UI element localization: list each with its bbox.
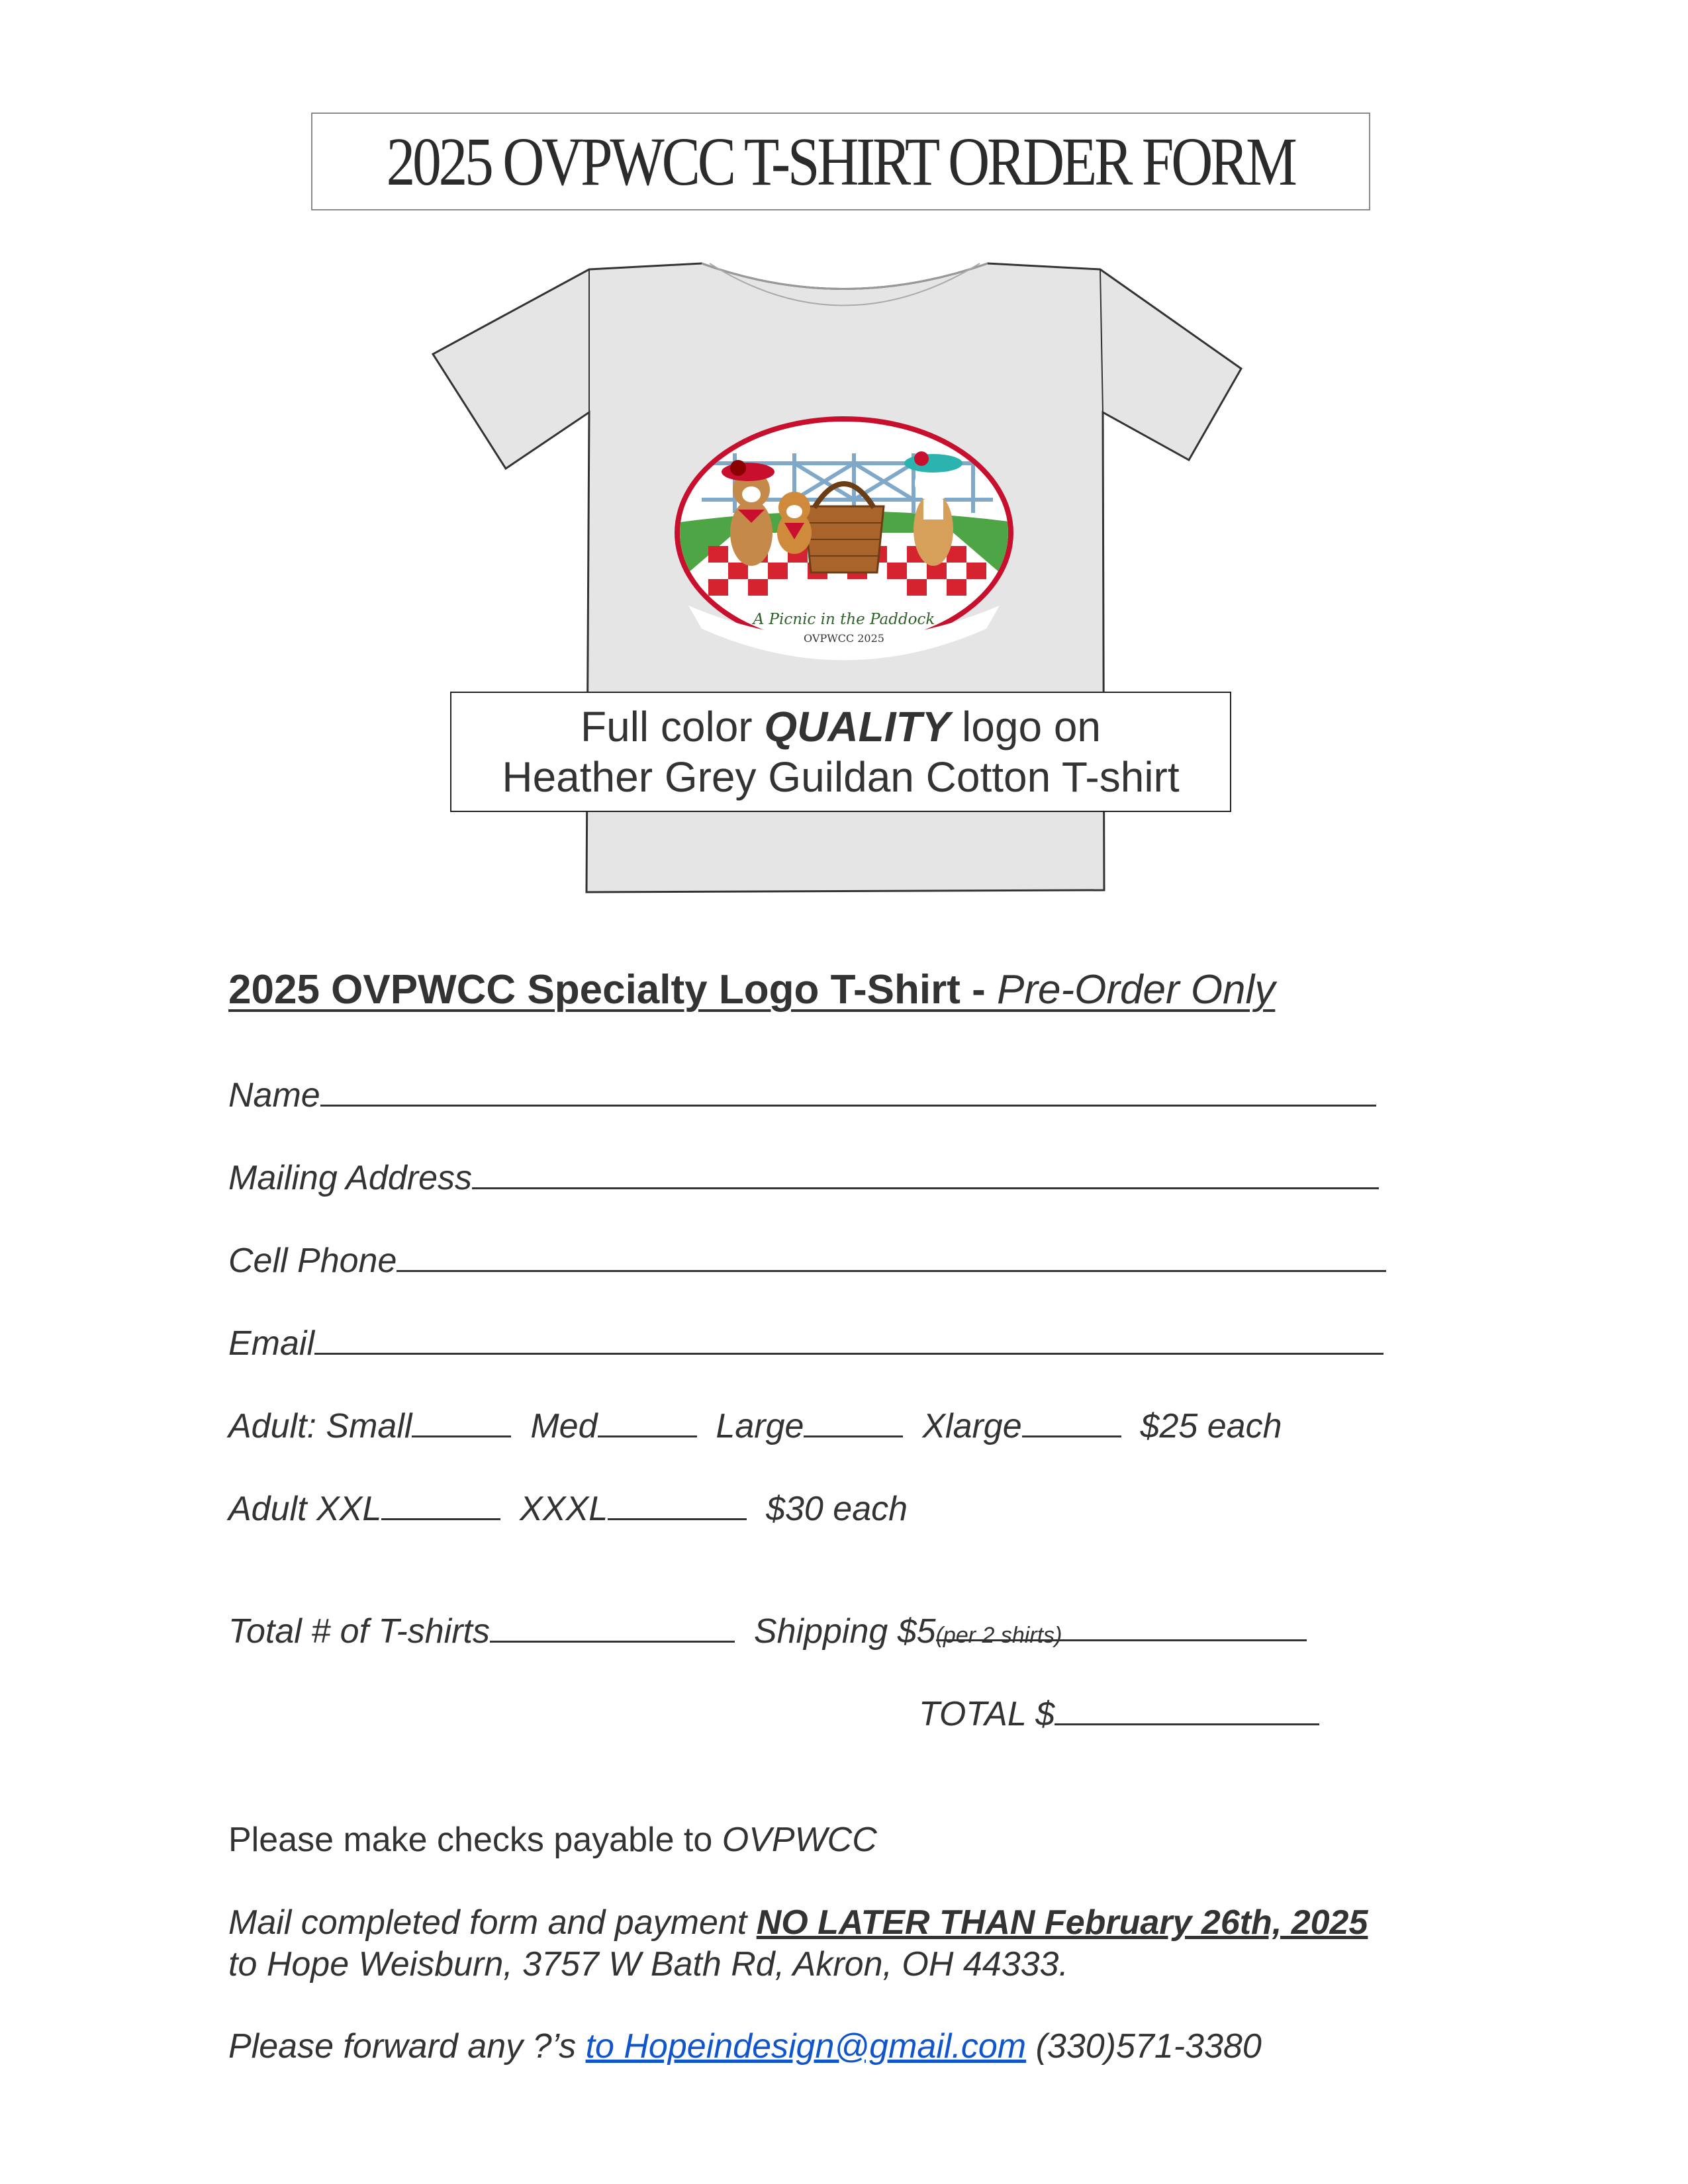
shipping-note: (per 2 shirts) — [935, 1623, 1062, 1648]
mail-address: to Hope Weisburn, 3757 W Bath Rd, Akron, OH 44333. — [228, 1945, 1068, 1983]
name-label: Name — [228, 1076, 320, 1115]
phone-label: Cell Phone — [228, 1242, 397, 1280]
mail-note: Mail completed form and payment NO LATER THAN February 26th, 2025 — [228, 1903, 1368, 1942]
caption-line-2: Heather Grey Guildan Cotton T-shirt — [502, 753, 1180, 801]
med-qty-line[interactable] — [598, 1408, 697, 1437]
quality-emphasis: QUALITY — [764, 703, 951, 751]
email-row — [228, 1324, 1383, 1363]
mailing-row — [228, 1158, 1379, 1198]
name-row — [228, 1075, 1376, 1115]
page-title: 2025 OVPWCC T-SHIRT ORDER FORM — [387, 123, 1295, 200]
xxl-qty-line[interactable] — [381, 1490, 500, 1520]
deadline: NO LATER THAN February 26th, 2025 — [756, 1903, 1368, 1942]
caption-line-1: Full color QUALITY logo on — [580, 703, 1102, 751]
price-large: $30 each — [766, 1490, 908, 1528]
corgi-center — [777, 492, 812, 554]
name-input-line[interactable] — [320, 1077, 1376, 1107]
title-box — [311, 113, 1370, 210]
phone-row — [228, 1241, 1386, 1281]
mailing-input-line[interactable] — [472, 1160, 1379, 1189]
shipping-line[interactable] — [935, 1612, 1307, 1648]
email-link[interactable]: to Hopeindesign@gmail.com — [585, 2027, 1027, 2066]
price-standard: $25 each — [1140, 1407, 1282, 1445]
logo-tagline: A Picnic in the Paddock — [753, 611, 935, 628]
checks-note: Please make checks payable to OVPWCC — [228, 1821, 877, 1859]
totals-row: Total # of T-shirts Shipping $5(per 2 shirts) — [228, 1612, 1307, 1651]
email-label: Email — [228, 1324, 315, 1363]
email-input-line[interactable] — [314, 1325, 1383, 1355]
questions-note: Please forward any ?’s to Hopeindesign@gmail.com (330)571-3380 — [228, 2027, 1262, 2066]
logo-year: OVPWCC 2025 — [804, 632, 884, 645]
small-qty-line[interactable] — [412, 1408, 511, 1437]
sizes-row-1: Adult: Small Med Large Xlarge $25 each — [228, 1407, 1282, 1445]
grand-total-line[interactable] — [1055, 1696, 1319, 1725]
grand-total-row: TOTAL $ — [919, 1694, 1319, 1734]
section-title: 2025 OVPWCC Specialty Logo T-Shirt - Pre-Order Only — [228, 967, 1276, 1013]
shirt-caption-box — [450, 692, 1231, 812]
mailing-label: Mailing Address — [228, 1159, 473, 1197]
xlarge-qty-line[interactable] — [1022, 1408, 1121, 1437]
large-qty-line[interactable] — [804, 1408, 903, 1437]
phone-input-line[interactable] — [397, 1242, 1386, 1272]
xxxl-qty-line[interactable] — [608, 1490, 747, 1520]
total-shirts-line[interactable] — [490, 1613, 735, 1643]
sizes-row-2: Adult XXL XXXL $30 each — [228, 1490, 908, 1528]
